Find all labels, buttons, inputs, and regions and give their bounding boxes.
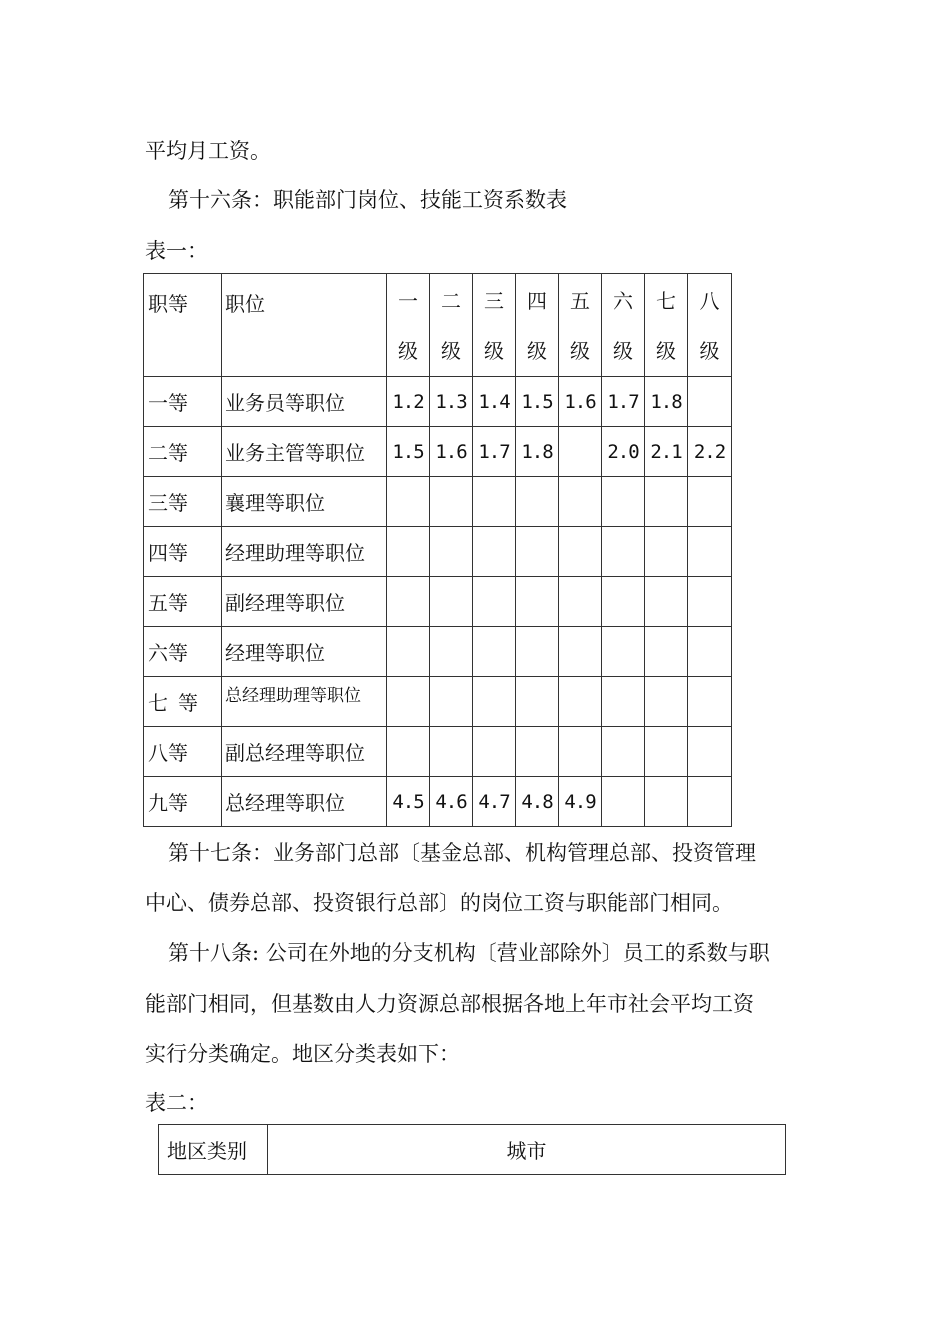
cell-coefficient: 1.7 <box>602 377 645 427</box>
cell-rank: 四等 <box>144 527 222 577</box>
cell-rank: 五等 <box>144 577 222 627</box>
cell-coefficient <box>602 627 645 677</box>
cell-coefficient <box>645 727 688 777</box>
header-level-6: 六 级 <box>602 274 645 377</box>
cell-coefficient: 4.8 <box>516 777 559 827</box>
cell-coefficient <box>430 727 473 777</box>
cell-coefficient <box>516 677 559 727</box>
header-level-5: 五 级 <box>559 274 602 377</box>
header-position: 职位 <box>222 274 387 377</box>
cell-coefficient <box>516 627 559 677</box>
cell-coefficient <box>559 727 602 777</box>
cell-coefficient <box>473 477 516 527</box>
cell-coefficient <box>688 477 732 527</box>
cell-coefficient <box>602 577 645 627</box>
article-16-heading: 第十六条：职能部门岗位、技能工资系数表 <box>168 188 567 212</box>
cell-coefficient <box>387 527 430 577</box>
cell-coefficient <box>688 677 732 727</box>
cell-coefficient <box>473 727 516 777</box>
cell-coefficient <box>688 527 732 577</box>
cell-coefficient <box>473 527 516 577</box>
salary-coefficient-table <box>143 273 732 827</box>
cell-coefficient <box>559 627 602 677</box>
cell-coefficient: 1.5 <box>516 377 559 427</box>
cell-coefficient <box>559 477 602 527</box>
table-row <box>144 777 732 827</box>
cell-coefficient: 1.2 <box>387 377 430 427</box>
cell-coefficient <box>559 427 602 477</box>
article-18-line-2: 能部门相同，但基数由人力资源总部根据各地上年市社会平均工资 <box>145 992 754 1016</box>
cell-coefficient: 1.5 <box>387 427 430 477</box>
cell-coefficient <box>387 677 430 727</box>
cell-position: 业务主管等职位 <box>222 427 387 477</box>
cell-rank: 一等 <box>144 377 222 427</box>
cell-rank: 九等 <box>144 777 222 827</box>
cell-coefficient <box>387 727 430 777</box>
cell-coefficient <box>602 527 645 577</box>
cell-rank: 二等 <box>144 427 222 477</box>
cell-coefficient <box>602 727 645 777</box>
cell-coefficient <box>688 727 732 777</box>
cell-position: 总经理助理等职位 <box>222 677 387 727</box>
cell-position: 总经理等职位 <box>222 777 387 827</box>
cell-coefficient: 2.2 <box>688 427 732 477</box>
cell-coefficient <box>645 677 688 727</box>
article-17-line-1: 第十七条：业务部门总部〔基金总部、机构管理总部、投资管理 <box>168 841 756 865</box>
header-level-8: 八 级 <box>688 274 732 377</box>
table-row <box>144 727 732 777</box>
cell-coefficient: 1.6 <box>430 427 473 477</box>
table-row <box>144 677 732 727</box>
header-level-4: 四 级 <box>516 274 559 377</box>
cell-coefficient: 4.5 <box>387 777 430 827</box>
cell-coefficient <box>473 677 516 727</box>
cell-position: 副经理等职位 <box>222 577 387 627</box>
cell-position: 副总经理等职位 <box>222 727 387 777</box>
cell-coefficient: 1.6 <box>559 377 602 427</box>
cell-coefficient <box>516 727 559 777</box>
cell-coefficient <box>516 527 559 577</box>
header-rank: 职等 <box>144 274 222 377</box>
cell-coefficient <box>645 627 688 677</box>
cell-coefficient: 4.9 <box>559 777 602 827</box>
cell-rank: 六等 <box>144 627 222 677</box>
cell-coefficient <box>430 527 473 577</box>
cell-coefficient <box>559 677 602 727</box>
cell-position: 经理等职位 <box>222 627 387 677</box>
cell-coefficient <box>559 527 602 577</box>
table-row <box>144 577 732 627</box>
cell-coefficient: 2.0 <box>602 427 645 477</box>
header-region-category: 地区类别 <box>159 1125 268 1175</box>
cell-coefficient <box>688 627 732 677</box>
cell-coefficient: 4.6 <box>430 777 473 827</box>
cell-position: 业务员等职位 <box>222 377 387 427</box>
header-level-2: 二 级 <box>430 274 473 377</box>
cell-coefficient <box>602 677 645 727</box>
article-18-line-1: 第十八条: 公司在外地的分支机构〔营业部除外〕员工的系数与职 <box>168 941 770 965</box>
cell-coefficient: 1.4 <box>473 377 516 427</box>
table-row <box>144 427 732 477</box>
table-row <box>144 627 732 677</box>
header-city: 城市 <box>268 1125 786 1175</box>
cell-position: 经理助理等职位 <box>222 527 387 577</box>
cell-coefficient <box>387 627 430 677</box>
cell-rank: 三等 <box>144 477 222 527</box>
table-row <box>144 527 732 577</box>
cell-coefficient <box>430 477 473 527</box>
cell-coefficient <box>602 777 645 827</box>
table-header-row <box>144 274 732 377</box>
cell-coefficient <box>473 577 516 627</box>
table-row <box>144 377 732 427</box>
table-two-header-row <box>159 1125 786 1175</box>
table-one-caption: 表一： <box>145 239 208 263</box>
cell-coefficient <box>688 577 732 627</box>
cell-coefficient <box>602 477 645 527</box>
cell-coefficient <box>430 577 473 627</box>
cell-coefficient <box>430 627 473 677</box>
cell-coefficient: 1.3 <box>430 377 473 427</box>
cell-coefficient <box>645 477 688 527</box>
cell-coefficient <box>645 527 688 577</box>
cell-position: 襄理等职位 <box>222 477 387 527</box>
cell-coefficient <box>559 577 602 627</box>
cell-coefficient <box>688 377 732 427</box>
table-two-caption: 表二： <box>145 1091 208 1115</box>
header-level-1: 一 级 <box>387 274 430 377</box>
cell-coefficient <box>387 577 430 627</box>
paragraph-average-salary: 平均月工资。 <box>145 139 271 163</box>
cell-coefficient <box>688 777 732 827</box>
cell-coefficient <box>645 777 688 827</box>
cell-coefficient <box>473 627 516 677</box>
region-category-table <box>158 1124 786 1175</box>
table-row <box>144 477 732 527</box>
cell-coefficient: 1.8 <box>645 377 688 427</box>
cell-coefficient <box>645 577 688 627</box>
cell-coefficient <box>516 577 559 627</box>
cell-coefficient <box>516 477 559 527</box>
cell-coefficient <box>387 477 430 527</box>
cell-coefficient: 2.1 <box>645 427 688 477</box>
article-17-line-2: 中心、债券总部、投资银行总部〕的岗位工资与职能部门相同。 <box>145 891 733 915</box>
article-18-line-3: 实行分类确定。地区分类表如下： <box>145 1042 460 1066</box>
cell-coefficient: 1.8 <box>516 427 559 477</box>
cell-rank: 七等 <box>144 677 222 727</box>
cell-coefficient: 1.7 <box>473 427 516 477</box>
cell-rank: 八等 <box>144 727 222 777</box>
header-level-3: 三 级 <box>473 274 516 377</box>
header-level-7: 七 级 <box>645 274 688 377</box>
cell-coefficient <box>430 677 473 727</box>
cell-coefficient: 4.7 <box>473 777 516 827</box>
